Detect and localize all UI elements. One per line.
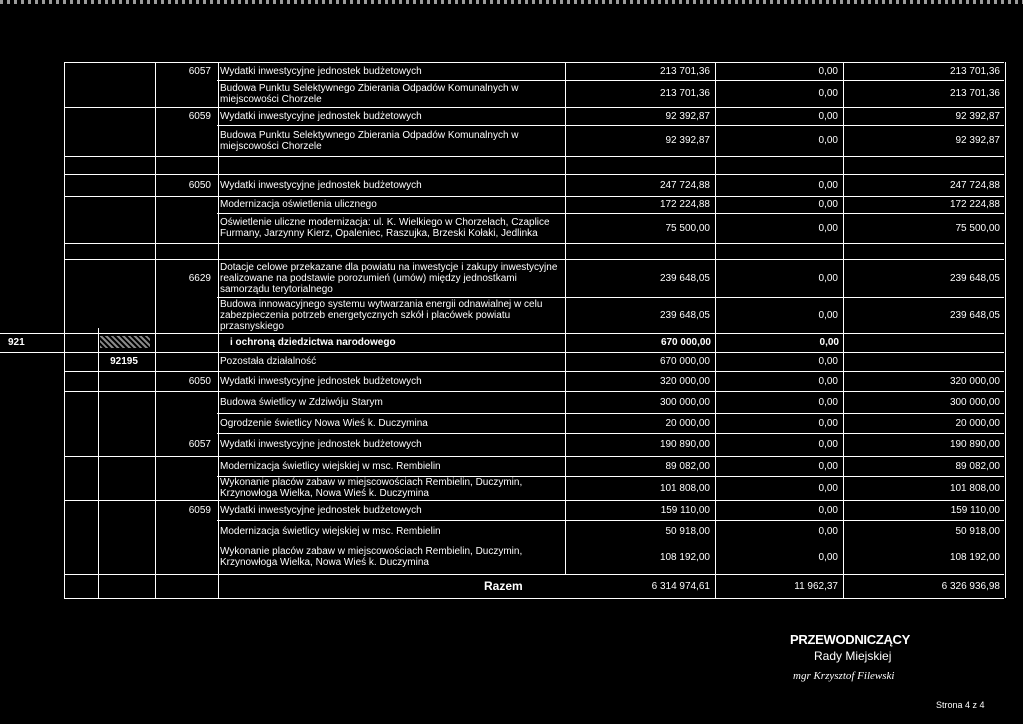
row-description: Budowa świetlicy w Zdziwóju Starym	[220, 396, 383, 408]
row-description: Budowa innowacyjnego systemu wytwarzania energii odnawialnej w celu zabezpieczenia potrzeb energetycznych szkół i placówek powiatu przasnyskiego	[220, 298, 543, 332]
plan-amount: 75 500,00	[665, 222, 710, 234]
after-change-amount: 247 724,88	[949, 179, 1000, 191]
plan-amount: 320 000,00	[659, 375, 710, 387]
total-label: Razem	[484, 579, 523, 593]
paragraph-code: 6057	[188, 65, 211, 77]
paragraph-code	[154, 413, 217, 433]
paragraph-code	[154, 391, 217, 413]
rozdzial-change: 0,00	[818, 356, 838, 367]
paragraph-code	[154, 520, 217, 542]
paragraph-code	[154, 213, 217, 243]
table-row	[64, 107, 1004, 125]
row-description: Wydatki inwestycyjne jednostek budżetowych	[220, 375, 422, 387]
chapter-title: i ochroną dziedzictwa narodowego	[230, 337, 396, 348]
table-row	[64, 196, 1004, 213]
after-change-amount: 75 500,00	[955, 222, 1000, 234]
row-description: Modernizacja świetlicy wiejskiej w msc. Rembielin	[220, 525, 441, 537]
rozdzial-title: Pozostała działalność	[220, 356, 317, 367]
table-row	[64, 80, 1004, 107]
dzial-code: 921	[8, 337, 25, 348]
change-amount: 0,00	[818, 88, 838, 99]
rozdzial-code: 92195	[110, 356, 138, 367]
change-amount: 0,00	[818, 110, 838, 122]
plan-amount: 108 192,00	[659, 551, 710, 563]
plan-amount: 172 224,88	[659, 199, 710, 210]
rozdzial-plan: 670 000,00	[659, 356, 710, 367]
chapter-921-row	[0, 333, 1004, 352]
table-row	[64, 456, 1004, 476]
after-change-amount: 213 701,36	[949, 65, 1000, 77]
after-change-amount: 50 918,00	[955, 525, 1000, 537]
chapter-change: 0,00	[819, 337, 839, 348]
after-change-amount: 190 890,00	[949, 439, 1000, 450]
signature-body: Rady Miejskiej	[814, 649, 892, 663]
row-description: Dotacje celowe przekazane dla powiatu na inwestycje i zakupy inwestycyjne realizowane na podstawie porozumień (umów) między jednostkami samorządu terytorialnego	[220, 261, 558, 295]
row-description: Wydatki inwestycyjne jednostek budżetowych	[220, 110, 422, 122]
change-amount: 0,00	[818, 396, 838, 408]
table-row	[64, 413, 1004, 433]
change-amount: 0,00	[818, 135, 838, 146]
after-change-amount: 92 392,87	[955, 110, 1000, 122]
row-description: Wydatki inwestycyjne jednostek budżetowych	[220, 439, 422, 450]
paragraph-code	[154, 80, 217, 107]
after-change-amount: 108 192,00	[949, 551, 1000, 563]
row-description: Budowa Punktu Selektywnego Zbierania Odpadów Komunalnych w miejscowości Chorzele	[220, 82, 519, 105]
paragraph-code: 6059	[188, 110, 211, 122]
after-change-amount: 101 808,00	[949, 482, 1000, 494]
total-change: 11 962,37	[794, 580, 838, 592]
signature-name: mgr Krzysztof Filewski	[793, 670, 895, 682]
table-row	[64, 542, 1004, 572]
table-row	[64, 371, 1004, 391]
paragraph-code: 6059	[188, 504, 211, 516]
table-row	[64, 520, 1004, 542]
signature-title: PRZEWODNICZĄCY	[790, 632, 911, 647]
scan-smudge	[100, 336, 150, 348]
after-change-amount: 89 082,00	[955, 460, 1000, 472]
total-after: 6 326 936,98	[941, 580, 1000, 592]
after-change-amount: 320 000,00	[949, 375, 1000, 387]
after-change-amount: 172 224,88	[949, 199, 1000, 210]
paragraph-code: 6050	[188, 375, 211, 387]
page-number: Strona 4 z 4	[936, 700, 985, 710]
after-change-amount: 300 000,00	[949, 396, 1000, 408]
row-description: Wykonanie placów zabaw w miejscowościach Rembielin, Duczymin, Krzynowłoga Wielka, Nowa Wieś k. Duczymina	[220, 546, 523, 568]
plan-amount: 300 000,00	[659, 396, 710, 408]
paragraph-code	[154, 456, 217, 476]
plan-amount: 190 890,00	[659, 439, 710, 450]
table-row	[64, 297, 1004, 333]
plan-amount: 20 000,00	[665, 417, 710, 429]
change-amount: 0,00	[818, 309, 838, 321]
paragraph-code: 6057	[188, 439, 211, 450]
plan-amount: 239 648,05	[659, 309, 710, 321]
table-row	[64, 62, 1004, 80]
plan-amount: 50 918,00	[665, 525, 710, 537]
table-row	[64, 500, 1004, 520]
after-change-amount: 159 110,00	[950, 504, 1000, 516]
row-description: Wykonanie placów zabaw w miejscowościach Rembielin, Duczymin, Krzynowłoga Wielka, Nowa Wieś k. Duczymina	[220, 477, 523, 499]
table-row	[64, 433, 1004, 456]
table-row	[64, 174, 1004, 196]
scan-top-edge	[0, 0, 1023, 4]
table-row	[64, 125, 1004, 156]
table-row	[64, 391, 1004, 413]
paragraph-code	[154, 297, 217, 333]
paragraph-code	[154, 125, 217, 156]
paragraph-code	[154, 542, 217, 572]
change-amount: 0,00	[818, 199, 838, 210]
change-amount: 0,00	[818, 417, 838, 429]
plan-amount: 89 082,00	[665, 460, 710, 472]
row-description: Wydatki inwestycyjne jednostek budżetowych	[220, 179, 422, 191]
row-description: Wydatki inwestycyjne jednostek budżetowych	[220, 504, 422, 516]
plan-amount: 247 724,88	[659, 179, 710, 191]
plan-amount: 159 110,00	[660, 504, 710, 516]
change-amount: 0,00	[818, 375, 838, 387]
change-amount: 0,00	[818, 460, 838, 472]
paragraph-code	[154, 476, 217, 500]
change-amount: 0,00	[818, 482, 838, 494]
change-amount: 0,00	[818, 551, 838, 563]
change-amount: 0,00	[818, 439, 838, 450]
table-row	[64, 259, 1004, 297]
row-description: Ogrodzenie świetlicy Nowa Wieś k. Duczymina	[220, 417, 428, 429]
change-amount: 0,00	[818, 65, 838, 77]
chapter-plan: 670 000,00	[660, 337, 711, 348]
change-amount: 0,00	[818, 504, 838, 516]
row-description: Modernizacja świetlicy wiejskiej w msc. Rembielin	[220, 460, 441, 472]
table-row	[64, 213, 1004, 243]
plan-amount: 213 701,36	[659, 65, 710, 77]
after-change-amount: 213 701,36	[949, 88, 1000, 99]
change-amount: 0,00	[818, 222, 838, 234]
after-change-amount: 239 648,05	[949, 309, 1000, 321]
change-amount: 0,00	[818, 272, 838, 284]
plan-amount: 101 808,00	[659, 482, 710, 494]
change-amount: 0,00	[818, 179, 838, 191]
paragraph-code	[154, 196, 217, 213]
row-description: Oświetlenie uliczne modernizacja: ul. K. Wielkiego w Chorzelach, Czaplice Furmany, Jarzynny Kierz, Opaleniec, Raszujka, Brzeski Kołaki, Jedlinka	[220, 217, 550, 239]
total-row	[64, 574, 1004, 598]
after-change-amount: 92 392,87	[955, 135, 1000, 146]
after-change-amount: 239 648,05	[949, 272, 1000, 284]
row-description: Wydatki inwestycyjne jednostek budżetowych	[220, 65, 422, 77]
table-row	[64, 476, 1004, 500]
plan-amount: 92 392,87	[665, 110, 710, 122]
plan-amount: 92 392,87	[665, 135, 710, 146]
rozdzial-92195-row	[64, 352, 1004, 371]
paragraph-code: 6050	[188, 179, 211, 191]
paragraph-code: 6629	[188, 272, 211, 284]
after-change-amount: 20 000,00	[955, 417, 1000, 429]
total-plan: 6 314 974,61	[651, 580, 710, 592]
row-description: Modernizacja oświetlenia ulicznego	[220, 199, 377, 210]
plan-amount: 239 648,05	[659, 272, 710, 284]
row-description: Budowa Punktu Selektywnego Zbierania Odpadów Komunalnych w miejscowości Chorzele	[220, 129, 519, 152]
plan-amount: 213 701,36	[659, 88, 710, 99]
change-amount: 0,00	[818, 525, 838, 537]
